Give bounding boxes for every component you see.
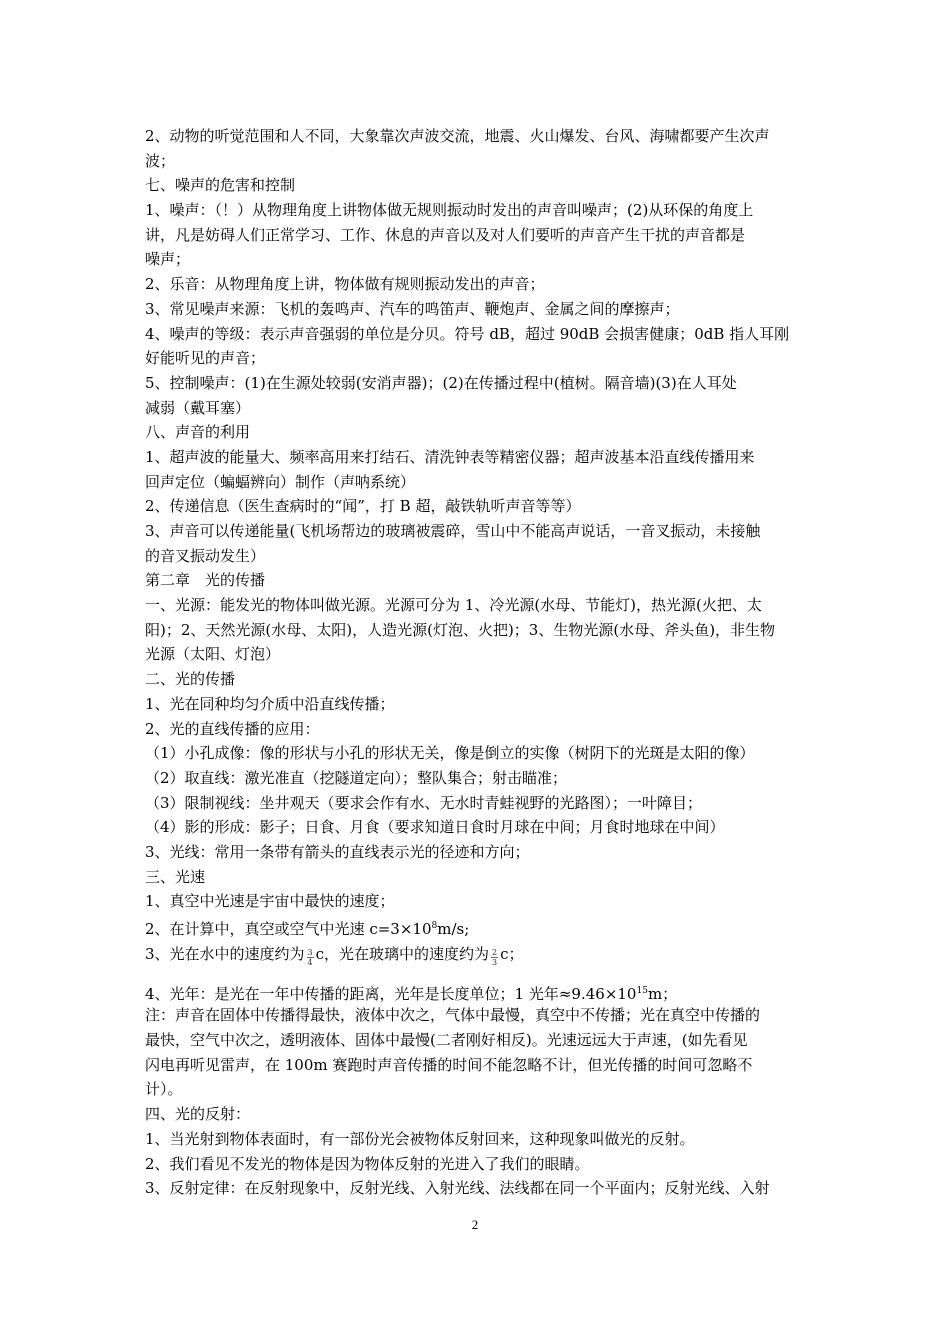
body-text: [145, 124, 811, 1201]
text-line: 一、光源：能发光的物体叫做光源。光源可分为 1、冷光源(水母、节能灯)，热光源(火把、太: [145, 596, 762, 615]
light-year-line: 4、光年：是光在一年中传播的距离，光年是长度单位；1 光年$\approx 9.46\times 10^{15}m$；: [145, 984, 678, 1003]
text-line: 闪电再听见雷声，在 100m 赛跑时声音传播的时间不能忽略不计，但光传播的时间可忽略不: [145, 1055, 753, 1074]
text-line: 4、噪声的等级：表示声音强弱的单位是分贝。符号 dB，超过 90dB 会损害健康；0dB 指人耳刚: [145, 324, 790, 343]
page-number: 2: [471, 1217, 479, 1232]
text-line: 减弱（戴耳塞）: [145, 398, 251, 417]
speed-ratio-line: 3、光在水中的速度约为 $\frac{3}{4}$ c，光在玻璃中的速度约为 $\frac{2}{3}$ c；: [145, 944, 524, 967]
text-line: 四、光的反射：: [145, 1105, 251, 1124]
text-line: 最快，空气中次之，透明液体、固体中最慢(二者刚好相反)。光速远远大于声速，(如先看见: [145, 1031, 748, 1050]
text-line: 3、声音可以传递能量(飞机场帮边的玻璃被震碎，雪山中不能高声说话，一音叉振动，未接触: [145, 522, 761, 540]
text-line: 噪声；: [145, 250, 191, 269]
text-line: 2、传递信息（医生查病时的“闻”，打 B 超，敲铁轨听声音等等）: [145, 497, 581, 516]
fraction-two-thirds: $\frac{2}{3}$: [492, 947, 498, 967]
text-line: 2、光的直线传播的应用：: [145, 719, 320, 738]
text-line: 阳)；2、天然光源(水母、太阳)，人造光源(灯泡、火把)；3、生物光源(水母、斧头鱼)，非生物: [145, 620, 776, 639]
fraction-three-quarters: $\frac{3}{4}$: [307, 947, 313, 967]
text-line: 1、光在同种均匀介质中沿直线传播；: [145, 694, 395, 713]
text-line: 1、当光射到物体表面时，有一部份光会被物体反射回来，这种现象叫做光的反射。: [145, 1129, 695, 1148]
text-line: 回声定位（蝙蝠辨向）制作（声呐系统）: [145, 472, 416, 491]
text-line: 计）。: [145, 1080, 183, 1099]
text-line: 2、乐音：从物理角度上讲，物体做有规则振动发出的声音；: [145, 275, 545, 294]
text-line: （2）取直线：激光准直（挖隧道定向）；整队集合；射击瞄准；: [145, 768, 568, 787]
text-block-1: [145, 124, 811, 914]
text-line: 光源（太阳、灯泡）: [145, 645, 281, 664]
text-line: 三、光速: [145, 867, 206, 886]
text-line: （1）小孔成像：像的形状与小孔的形状无关，像是倒立的实像（树阴下的光斑是太阳的像）: [145, 744, 755, 763]
text-line: 1、超声波的能量大、频率高用来打结石、清洗钟表等精密仪器；超声波基本沿直线传播用来: [145, 447, 755, 466]
text-line: （4）影的形成：影子；日食、月食（要求知道日食时月球在中间；月食时地球在中间）: [145, 818, 725, 837]
text-line: 5、控制噪声：(1)在生源处较弱(安消声器)；(2)在传播过程中(植树。隔音墙)(3)在人耳处: [145, 373, 737, 392]
text-block-2: [145, 1003, 811, 1201]
text-line: 3、反射定律：在反射现象中，反射光线、入射光线、法线都在同一个平面内；反射光线、入射: [145, 1179, 770, 1198]
light-speed-line: 2、在计算中，真空或空气中光速 $c=3\times 10^8m/s$;: [145, 920, 470, 938]
text-line: 的音叉振动发生）: [145, 546, 266, 565]
text-line: 七、噪声的危害和控制: [145, 176, 296, 195]
text-line: 3、光线：常用一条带有箭头的直线表示光的径迹和方向；: [145, 842, 530, 861]
text-line: 2、我们看见不发光的物体是因为物体反射的光进入了我们的眼睛。: [145, 1154, 590, 1173]
text-line: 二、光的传播: [145, 670, 236, 689]
text-line: （3）限制视线：坐井观天（要求会作有水、无水时青蛙视野的光路图）；一叶障目；: [145, 793, 703, 812]
text-line: 1、噪声：（！）从物理角度上讲物体做无规则振动时发出的声音叫噪声；(2)从环保的角度上: [145, 201, 754, 220]
text-line: 1、真空中光速是宇宙中最快的速度；: [145, 892, 395, 911]
text-line: 波；: [145, 151, 176, 170]
text-line: 2、动物的听觉范围和人不同，大象靠次声波交流，地震、火山爆发、台风、海啸都要产生次声: [145, 127, 770, 145]
text-line: 讲，凡是妨碍人们正常学习、工作、休息的声音以及对人们要听的声音产生干扰的声音都是: [145, 225, 746, 244]
text-line: 好能听见的声音；: [145, 349, 266, 368]
text-line: 第二章 光的传播: [145, 571, 266, 590]
text-line: 3、常见噪声来源：飞机的轰鸣声、汽车的鸣笛声、鞭炮声、金属之间的摩擦声；: [145, 299, 680, 318]
text-line: 注：声音在固体中传播得最快，液体中次之，气体中最慢，真空中不传播；光在真空中传播的: [145, 1006, 761, 1025]
text-line: 八、声音的利用: [145, 423, 251, 442]
